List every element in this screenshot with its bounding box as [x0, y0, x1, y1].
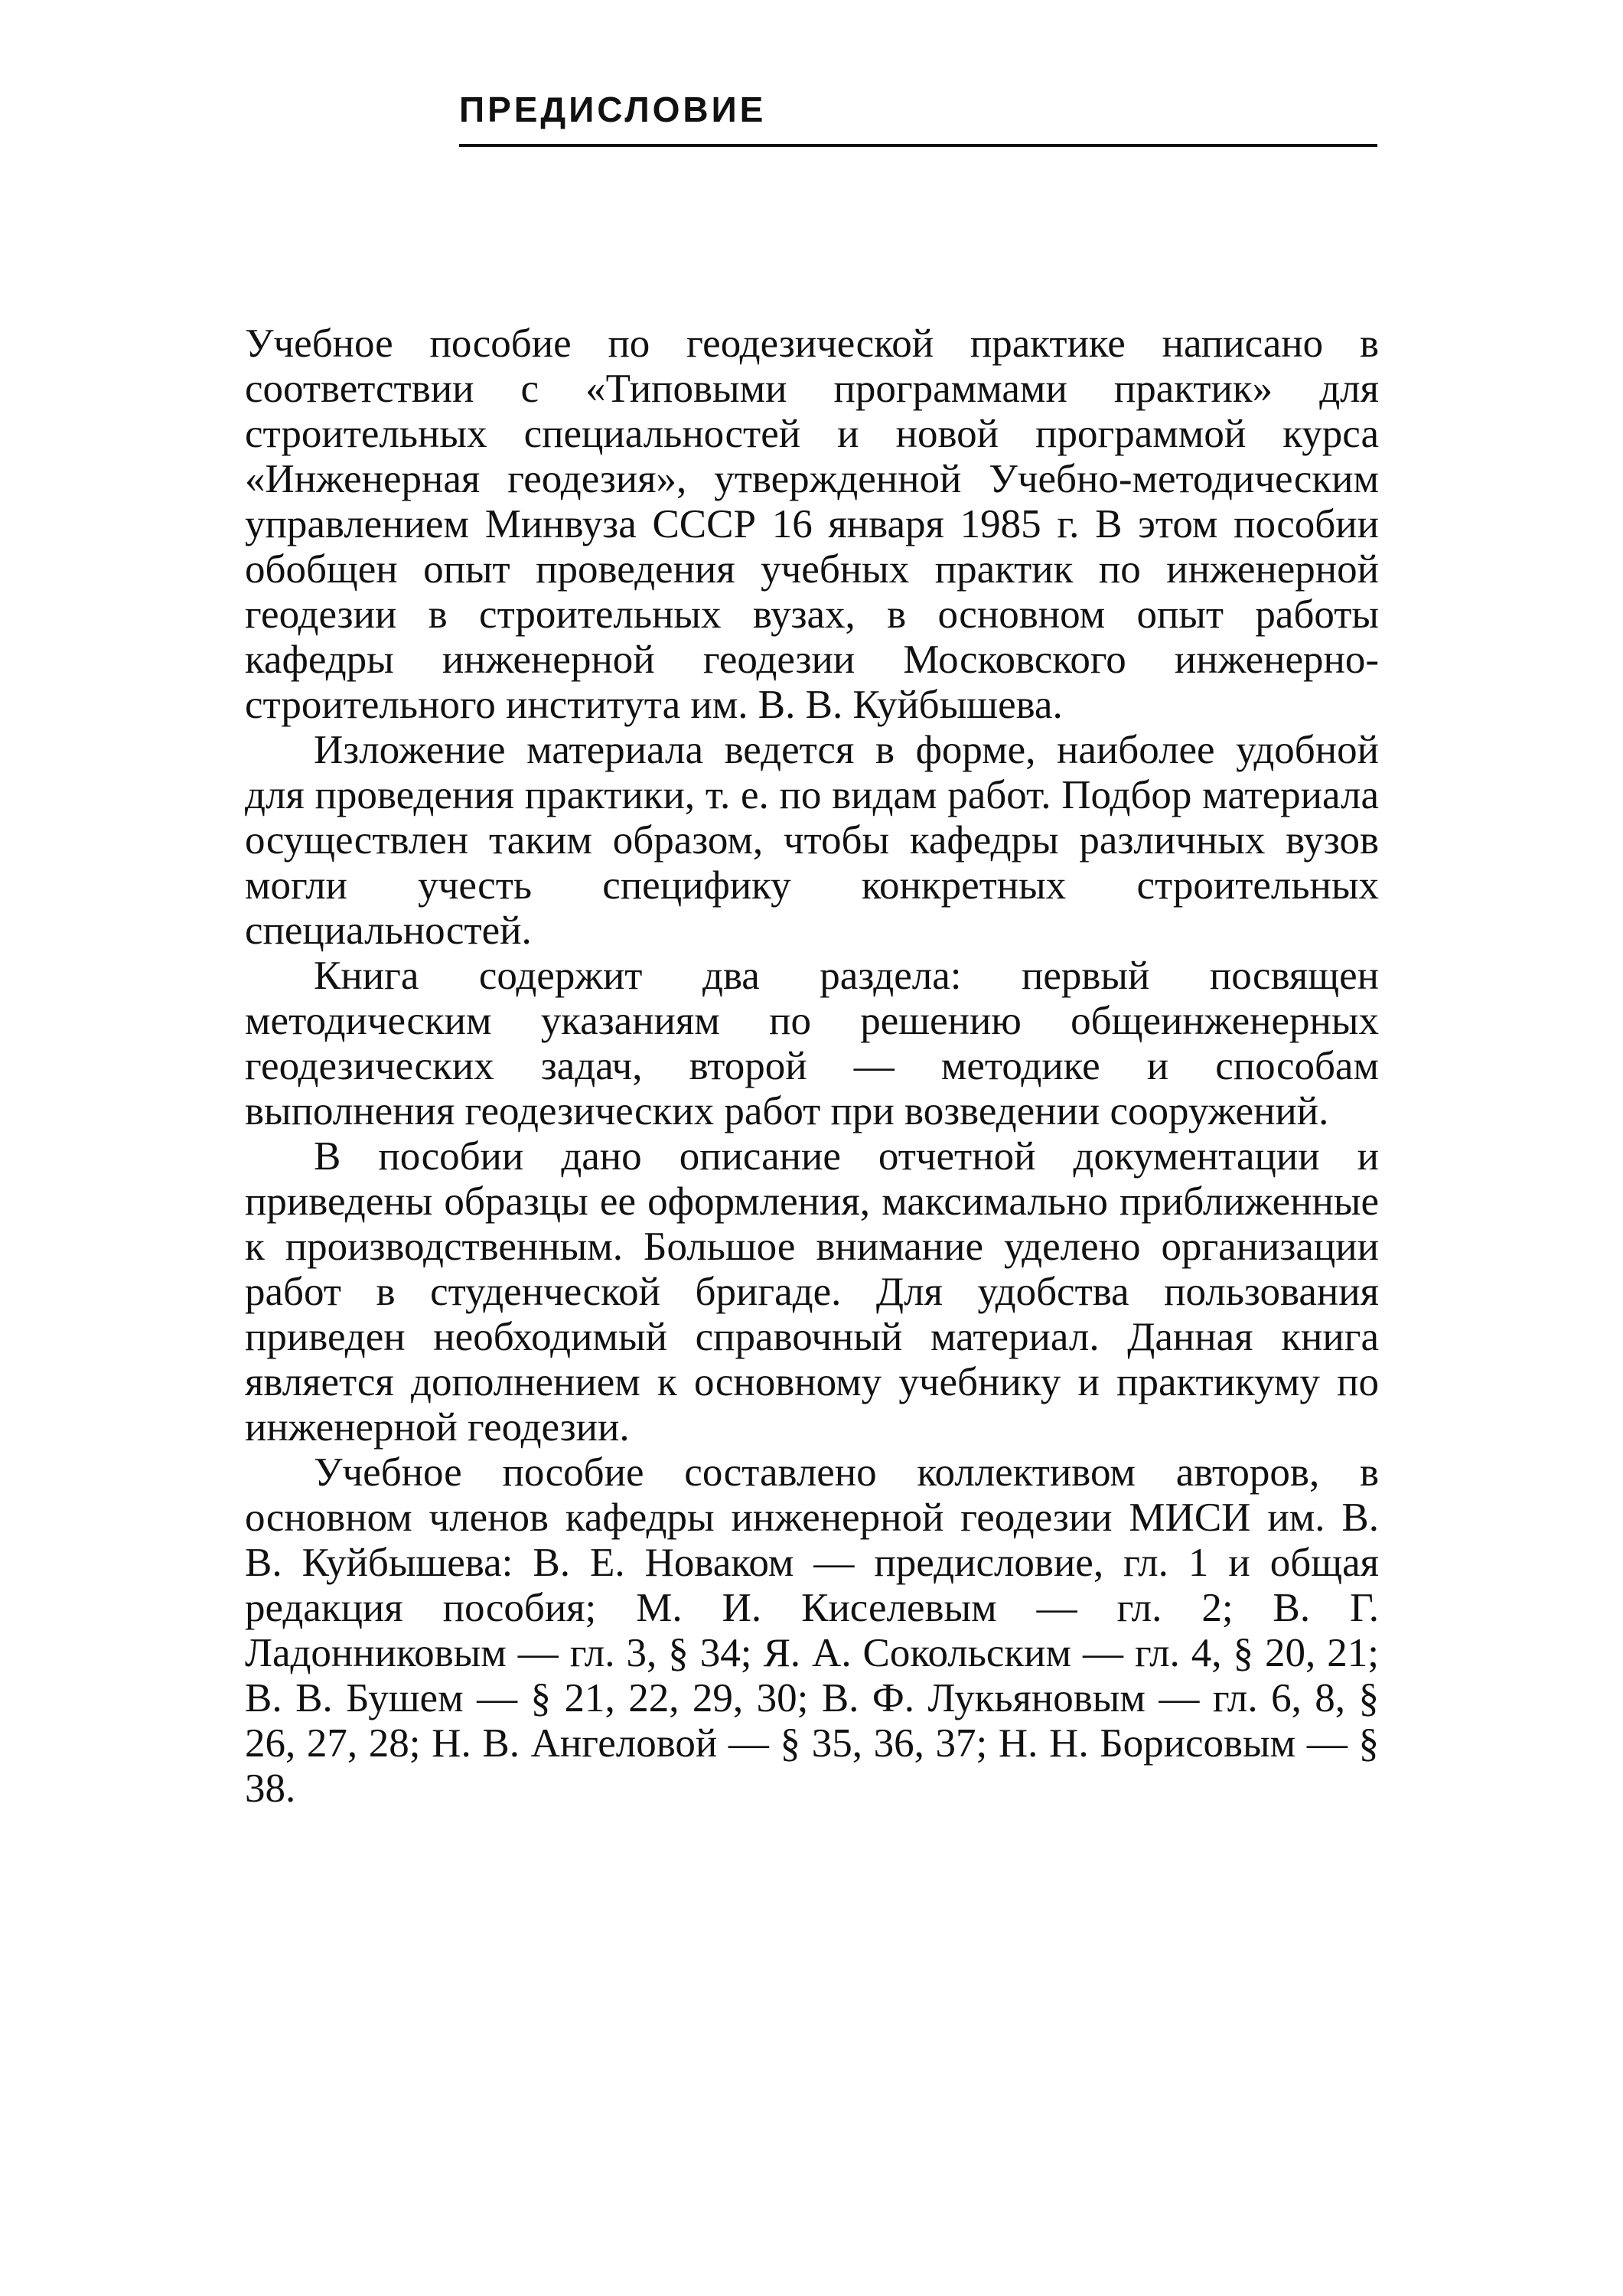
paragraph-intro: Учебное пособие по геодезической практике написано в соответствии с «Типовыми программами практик» для строительных специальностей и новой программой курса «Инженерная геодезия», утвержденной Учебно-методическим управлением Минвуза СССР 16 января 1985 г. В этом пособии обобщен опыт проведения учебных практик по инженерной геодезии в строительных вузах, в основном опыт работы кафедры инженерной геодезии Московского инженерно-строительного института им. В. В. Куйбышева. — [245, 321, 1379, 727]
heading-rule — [459, 144, 1377, 147]
page-title: ПРЕДИСЛОВИЕ — [459, 90, 767, 129]
paragraph-documentation: В пособии дано описание отчетной документации и приведены образцы ее оформления, максимально приближенные к производственным. Большое внимание уделено организации работ в студенческой бригаде. Для удобства пользования приведен необходимый справочный материал. Данная книга является дополнением к основному учебнику и практикуму по инженерной геодезии. — [245, 1134, 1379, 1450]
paragraph-authors: Учебное пособие составлено коллективом авторов, в основном членов кафедры инженерной геодезии МИСИ им. В. В. Куйбышева: В. Е. Новаком — предисловие, гл. 1 и общая редакция пособия; М. И. Киселевым — гл. 2; В. Г. Ладонниковым — гл. 3, § 34; Я. А. Сокольским — гл. 4, § 20, 21; В. В. Бушем — § 21, 22, 29, 30; В. Ф. Лукьяновым — гл. 6, 8, § 26, 27, 28; Н. В. Ангеловой — § 35, 36, 37; Н. Н. Борисовым — § 38. — [245, 1450, 1379, 1811]
body-text — [245, 321, 1379, 1812]
paragraph-structure: Изложение материала ведется в форме, наиболее удобной для проведения практики, т. е. по видам работ. Подбор материала осуществлен таким образом, чтобы кафедры различных вузов могли учесть специфику конкретных строительных специальностей. — [245, 728, 1379, 953]
paragraph-contents: Книга содержит два раздела: первый посвящен методическим указаниям по решению общеинженерных геодезических задач, второй — методике и способам выполнения геодезических работ при возведении сооружений. — [245, 954, 1379, 1133]
